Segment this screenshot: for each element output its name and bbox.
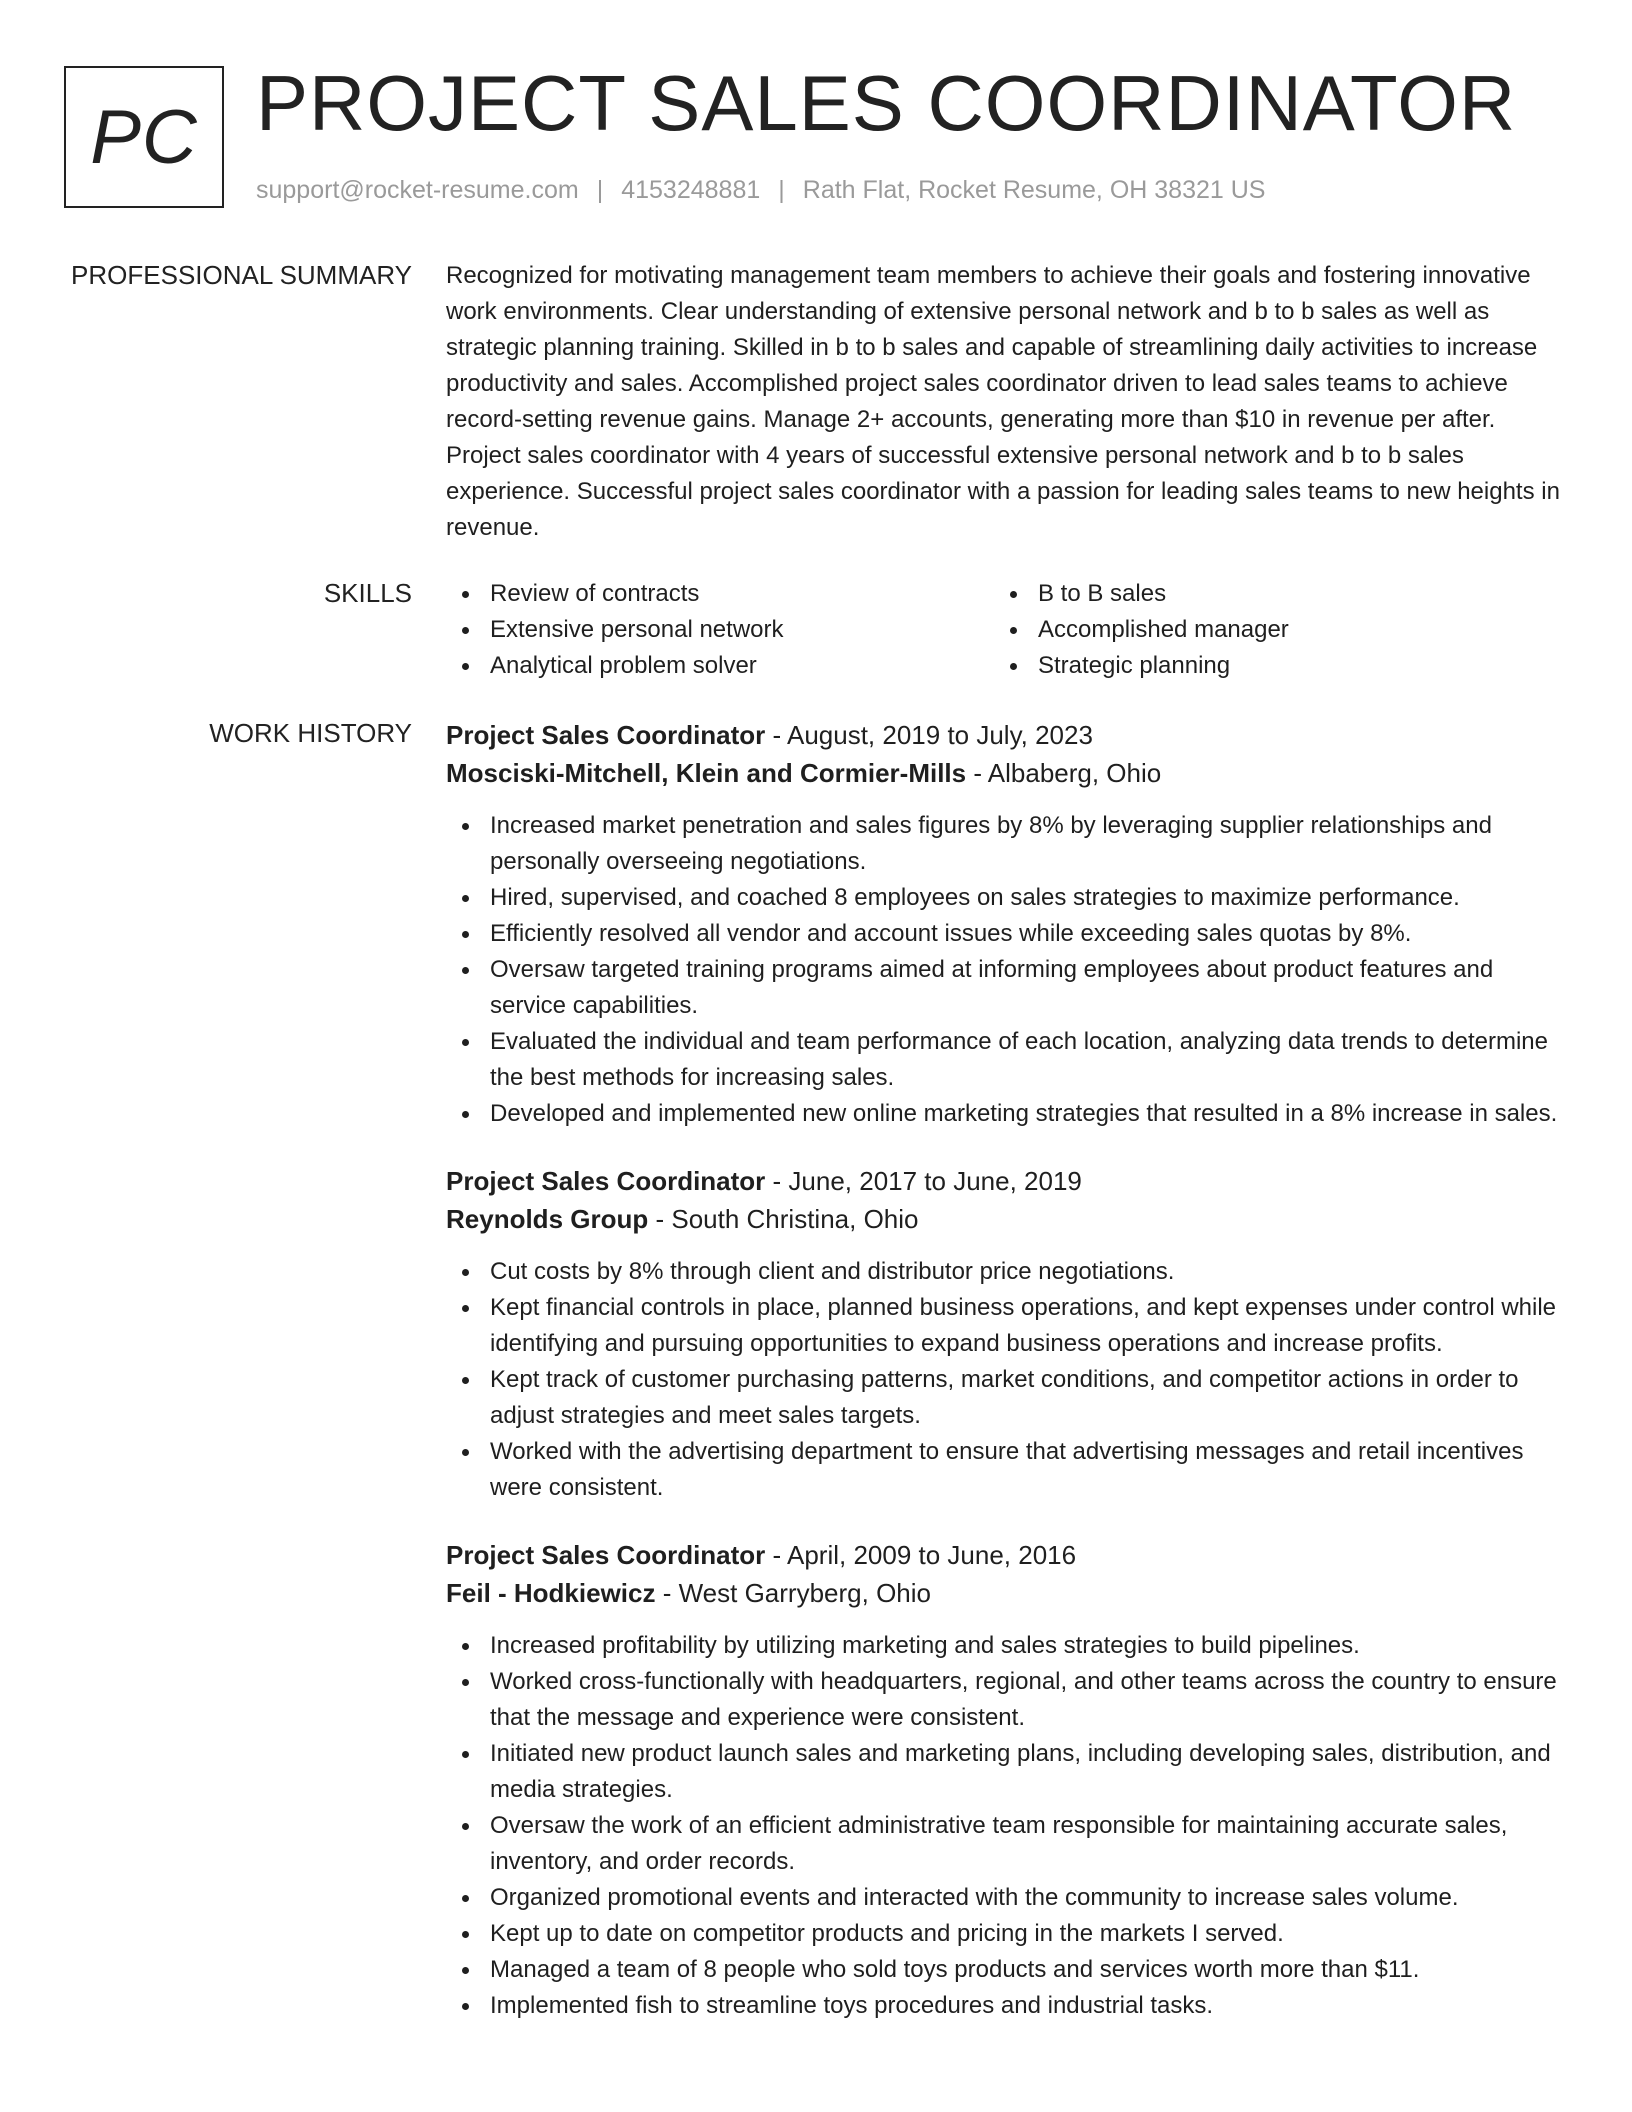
skills-label: SKILLS <box>323 578 412 608</box>
job-title: Project Sales Coordinator <box>446 1166 766 1196</box>
job-entry <box>446 1536 1566 2024</box>
contact-separator: | <box>778 176 785 204</box>
job-bullet: Developed and implemented new online marketing strategies that resulted in a 8% increase in sales. <box>446 1096 1566 1132</box>
job-company-line <box>446 1200 1566 1238</box>
job-bullet: Worked cross-functionally with headquarters, regional, and other teams across the country to ensure that the message and experience were consistent. <box>446 1664 1566 1736</box>
job-bullets <box>446 808 1566 1132</box>
job-bullet: Increased market penetration and sales figures by 8% by leveraging supplier relationships and personally overseeing negotiations. <box>446 808 1566 880</box>
job-bullet: Implemented fish to streamline toys procedures and industrial tasks. <box>446 1988 1566 2024</box>
skill-item: Analytical problem solver <box>446 648 994 684</box>
contact-email: support@rocket-resume.com <box>256 176 579 204</box>
contact-address: Rath Flat, Rocket Resume, OH 38321 US <box>802 176 1266 204</box>
contact-separator: | <box>596 176 604 204</box>
skill-item: Accomplished manager <box>994 612 1542 648</box>
job-title-line <box>446 716 1566 754</box>
job-title-line <box>446 1536 1566 1574</box>
job-bullet: Oversaw the work of an efficient administrative team responsible for maintaining accurate sales, inventory, and order records. <box>446 1808 1566 1880</box>
job-company: Mosciski-Mitchell, Klein and Cormier-Mills <box>446 758 967 788</box>
job-bullet: Hired, supervised, and coached 8 employees on sales strategies to maximize performance. <box>446 880 1566 916</box>
job-bullet: Worked with the advertising department to ensure that advertising messages and retail incentives were consistent. <box>446 1434 1566 1506</box>
job-company-line <box>446 754 1566 792</box>
summary-label: PROFESSIONAL SUMMARY <box>71 260 412 290</box>
summary-text: Recognized for motivating management team members to achieve their goals and fostering innovative work environments. Clear understanding of extensive personal network and b to b sales as well as strategic planning training. Skilled in b to b sales and capable of streamlining daily activities to increase productivity and sales. Accomplished project sales coordinator driven to lead sales teams to achieve record-setting revenue gains. Manage 2+ accounts, generating more than $10 in revenue per after. Project sales coordinator with 4 years of successful extensive personal network and b to b sales experience. Successful project sales coordinator with a passion for leading sales teams to new heights in revenue. <box>446 262 1560 541</box>
job-bullet: Efficiently resolved all vendor and account issues while exceeding sales quotas by 8%. <box>446 916 1566 952</box>
job-bullet: Cut costs by 8% through client and distributor price negotiations. <box>446 1254 1566 1290</box>
monogram-box <box>64 66 224 208</box>
job-bullet: Kept financial controls in place, planned business operations, and kept expenses under control while identifying and pursuing opportunities to expand business operations and increase profits. <box>446 1290 1566 1362</box>
work-history-list <box>446 716 1566 2054</box>
skills-grid <box>446 576 1566 684</box>
resume-title: PROJECT SALES COORDINATOR <box>256 59 1517 147</box>
job-location: - West Garryberg, Ohio <box>655 1578 931 1608</box>
job-title: Project Sales Coordinator <box>446 720 766 750</box>
job-company: Feil - Hodkiewicz <box>446 1578 656 1608</box>
work-history-label: WORK HISTORY <box>209 718 412 748</box>
job-company: Reynolds Group <box>446 1204 649 1234</box>
job-bullet: Kept up to date on competitor products and pricing in the markets I served. <box>446 1916 1566 1952</box>
job-company-line <box>446 1574 1566 1612</box>
skills-column-left <box>446 576 994 684</box>
contact-phone: 4153248881 <box>621 176 761 204</box>
job-bullet: Managed a team of 8 people who sold toys products and services worth more than $11. <box>446 1952 1566 1988</box>
monogram-initials: PC <box>90 94 198 180</box>
job-bullet: Organized promotional events and interacted with the community to increase sales volume. <box>446 1880 1566 1916</box>
job-bullets <box>446 1628 1566 2024</box>
job-location: - Albaberg, Ohio <box>966 758 1162 788</box>
skill-item: Strategic planning <box>994 648 1542 684</box>
job-dates: - June, 2017 to June, 2019 <box>765 1166 1082 1196</box>
job-bullet: Initiated new product launch sales and marketing plans, including developing sales, distribution, and media strategies. <box>446 1736 1566 1808</box>
job-title-line <box>446 1162 1566 1200</box>
job-title: Project Sales Coordinator <box>446 1540 766 1570</box>
skill-item: Extensive personal network <box>446 612 994 648</box>
job-bullets <box>446 1254 1566 1506</box>
job-bullet: Increased profitability by utilizing marketing and sales strategies to build pipelines. <box>446 1628 1566 1664</box>
job-dates: - April, 2009 to June, 2016 <box>765 1540 1077 1570</box>
job-entry <box>446 716 1566 1132</box>
job-entry <box>446 1162 1566 1506</box>
skill-item: B to B sales <box>994 576 1542 612</box>
job-dates: - August, 2019 to July, 2023 <box>765 720 1093 750</box>
skills-column-right <box>994 576 1542 684</box>
job-bullet: Kept track of customer purchasing patterns, market conditions, and competitor actions in order to adjust strategies and meet sales targets. <box>446 1362 1566 1434</box>
job-location: - South Christina, Ohio <box>648 1204 919 1234</box>
skill-item: Review of contracts <box>446 576 994 612</box>
job-bullet: Oversaw targeted training programs aimed at informing employees about product features and service capabilities. <box>446 952 1566 1024</box>
contact-line <box>256 176 1265 205</box>
job-bullet: Evaluated the individual and team performance of each location, analyzing data trends to determine the best methods for increasing sales. <box>446 1024 1566 1096</box>
